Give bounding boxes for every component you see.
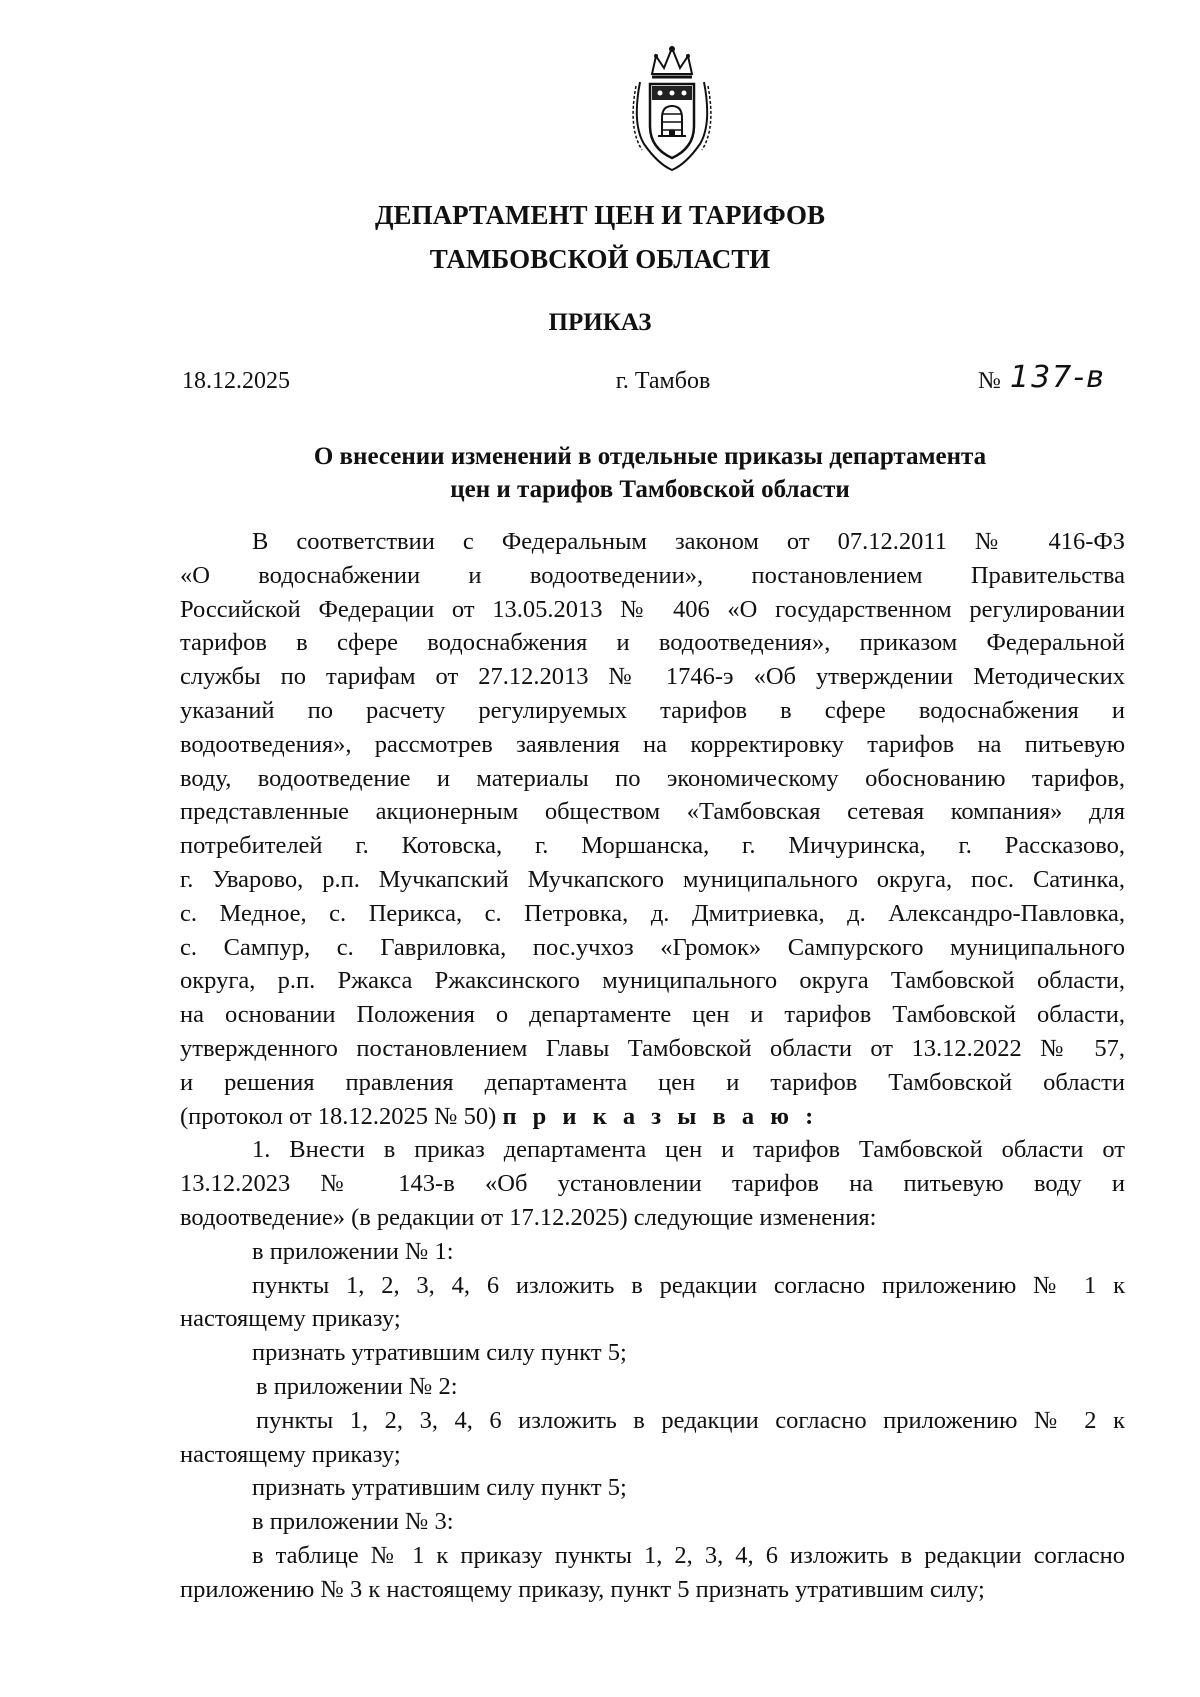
preamble-line: с. Медное, с. Перикса, с. Петровка, д. Дмитриевка, д. Александро-Павловка,: [180, 899, 1125, 927]
appendix-2-text: пункты 1, 2, 3, 4, 6 изложить в редакции согласно приложению № 2 к: [256, 1406, 1125, 1434]
preamble-line: Российской Федерации от 13.05.2013 № 406 «О государственном регулировании: [180, 595, 1125, 623]
appendix-2-void: признать утратившим силу пункт 5;: [252, 1474, 627, 1502]
preamble-line: потребителей г. Котовска, г. Моршанска, г. Мичуринска, г. Рассказово,: [180, 832, 1125, 860]
preamble-line: воду, водоотведение и материалы по экономическому обоснованию тарифов,: [180, 764, 1125, 792]
appendix-3-text-end: приложению № 3 к настоящему приказу, пункт 5 признать утратившим силу;: [180, 1575, 985, 1603]
order-body: [180, 525, 1125, 1607]
order-number-handwritten: 137-в: [1010, 360, 1106, 395]
item-1-line: 13.12.2023 № 143-в «Об установлении тарифов на питьевую воду и: [180, 1170, 1125, 1198]
order-city: г. Тамбов: [615, 368, 711, 394]
preamble-line: тарифов в сфере водоснабжения и водоотведения», приказом Федеральной: [180, 629, 1125, 657]
preamble-line: г. Уварово, р.п. Мучкапский Мучкапского муниципального округа, пос. Сатинка,: [180, 865, 1125, 893]
appendix-1-text-end: настоящему приказу;: [180, 1305, 401, 1333]
preamble-line: и решения правления департамента цен и тарифов Тамбовской области: [180, 1068, 1125, 1096]
item-1-last-line: водоотведение» (в редакции от 17.12.2025) следующие изменения:: [180, 1203, 877, 1231]
preamble-line: В соответствии с Федеральным законом от 07.12.2011 № 416-ФЗ: [252, 528, 1125, 555]
appendix-3-text: в таблице № 1 к приказу пункты 1, 2, 3, 4, 6 изложить в редакции согласно: [252, 1541, 1125, 1569]
item-1: [180, 1133, 1125, 1234]
appendix-3-title: в приложении № 3:: [252, 1508, 454, 1536]
order-number-label: №: [978, 368, 1001, 394]
coat-of-arms-emblem: [622, 44, 722, 174]
preamble-line: с. Сампур, с. Гавриловка, пос.учхоз «Громок» Сампурского муниципального: [180, 933, 1125, 961]
order-subject: [180, 440, 1120, 506]
appendix-1-void: признать утратившим силу пункт 5;: [252, 1339, 627, 1367]
protocol-reference: (протокол от 18.12.2025 № 50): [180, 1102, 497, 1130]
subject-line1: О внесении изменений в отдельные приказы департамента: [313, 443, 987, 470]
order-date: 18.12.2025: [182, 368, 290, 394]
appendix-2-text-end: настоящему приказу;: [180, 1440, 401, 1468]
preamble-line: службы по тарифам от 27.12.2013 № 1746-э «Об утверждении Методических: [180, 663, 1125, 691]
preamble-line: водоотведения», рассмотрев заявления на корректировку тарифов на питьевую: [180, 730, 1125, 758]
preamble: [180, 525, 1125, 1133]
document-type-title: ПРИКАЗ: [548, 309, 652, 336]
preamble-line: на основании Положения о департаменте цен и тарифов Тамбовской области,: [180, 1001, 1125, 1029]
preamble-line: представленные акционерным обществом «Тамбовская сетевая компания» для: [180, 798, 1125, 826]
preamble-line: утвержденного постановлением Главы Тамбовской области от 13.12.2022 № 57,: [180, 1034, 1125, 1062]
preamble-line: округа, р.п. Ржакса Ржаксинского муниципального округа Тамбовской области,: [180, 967, 1125, 995]
preamble-line: указаний по расчету регулируемых тарифов в сфере водоснабжения и: [180, 696, 1125, 724]
appendix-1-text: пункты 1, 2, 3, 4, 6 изложить в редакции согласно приложению № 1 к: [252, 1271, 1125, 1299]
preamble-line: «О водоснабжении и водоотведении», постановлением Правительства: [180, 561, 1125, 589]
appendix-1-title: в приложении № 1:: [252, 1237, 454, 1265]
item-1-line: 1. Внести в приказ департамента цен и тарифов Тамбовской области от: [252, 1136, 1125, 1164]
preamble-last-line: [180, 1100, 1125, 1134]
subject-line2: цен и тарифов Тамбовской области: [450, 476, 850, 503]
department-name-line1: ДЕПАРТАМЕНТ ЦЕН И ТАРИФОВ: [374, 200, 826, 230]
appendix-2-title: в приложении № 2:: [256, 1372, 458, 1400]
order-word: п р и к а з ы в а ю :: [502, 1102, 819, 1130]
department-name-line2: ТАМБОВСКОЙ ОБЛАСТИ: [429, 244, 771, 274]
